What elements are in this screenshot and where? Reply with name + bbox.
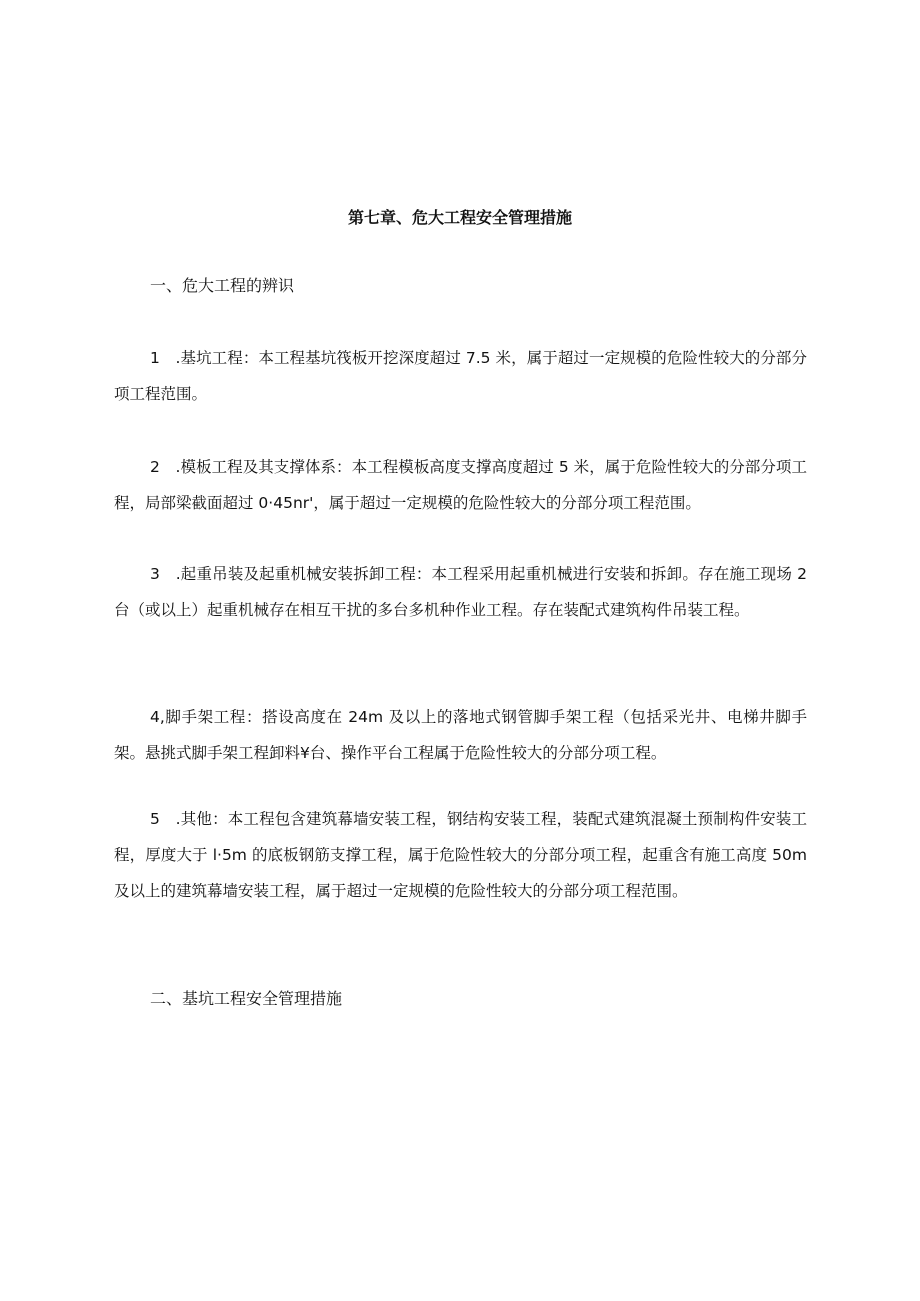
paragraph-other-works: 5 .其他：本工程包含建筑幕墙安装工程，钢结构安装工程，装配式建筑混凝土预制构件安装工程，厚度大于 l·5m 的底板钢筋支撑工程，属于危险性较大的分部分项工程，起重含有施工高度 50m 及以上的建筑幕墙安装工程，属于超过一定规模的危险性较大的分部分项工程范围。 (114, 810, 807, 900)
section-heading-hazard-identification: 一、危大工程的辨识 (150, 276, 295, 295)
paragraph-foundation-pit: 1 .基坑工程：本工程基坑筏板开挖深度超过 7.5 米，属于超过一定规模的危险性较大的分部分项工程范围。 (114, 349, 807, 403)
paragraph-scaffolding: 4,脚手架工程：搭设高度在 24m 及以上的落地式钢管脚手架工程（包括采光井、电梯井脚手架。悬挑式脚手架工程卸料¥台、操作平台工程属于危险性较大的分部分项工程。 (114, 708, 807, 762)
paragraph-lifting-machinery: 3 .起重吊装及起重机械安装拆卸工程：本工程采用起重机械进行安装和拆卸。存在施工现场 2 台（或以上）起重机械存在相互干扰的多台多机种作业工程。存在装配式建筑构件吊装工程。 (114, 565, 807, 619)
paragraph-formwork-support: 2 .模板工程及其支撑体系：本工程模板高度支撑高度超过 5 米，属于危险性较大的分部分项工程，局部梁截面超过 0·45nr'，属于超过一定规模的危险性较大的分部分项工程范围。 (114, 458, 807, 512)
section-heading-foundation-safety: 二、基坑工程安全管理措施 (150, 989, 343, 1008)
chapter-title: 第七章、危大工程安全管理措施 (347, 208, 572, 227)
